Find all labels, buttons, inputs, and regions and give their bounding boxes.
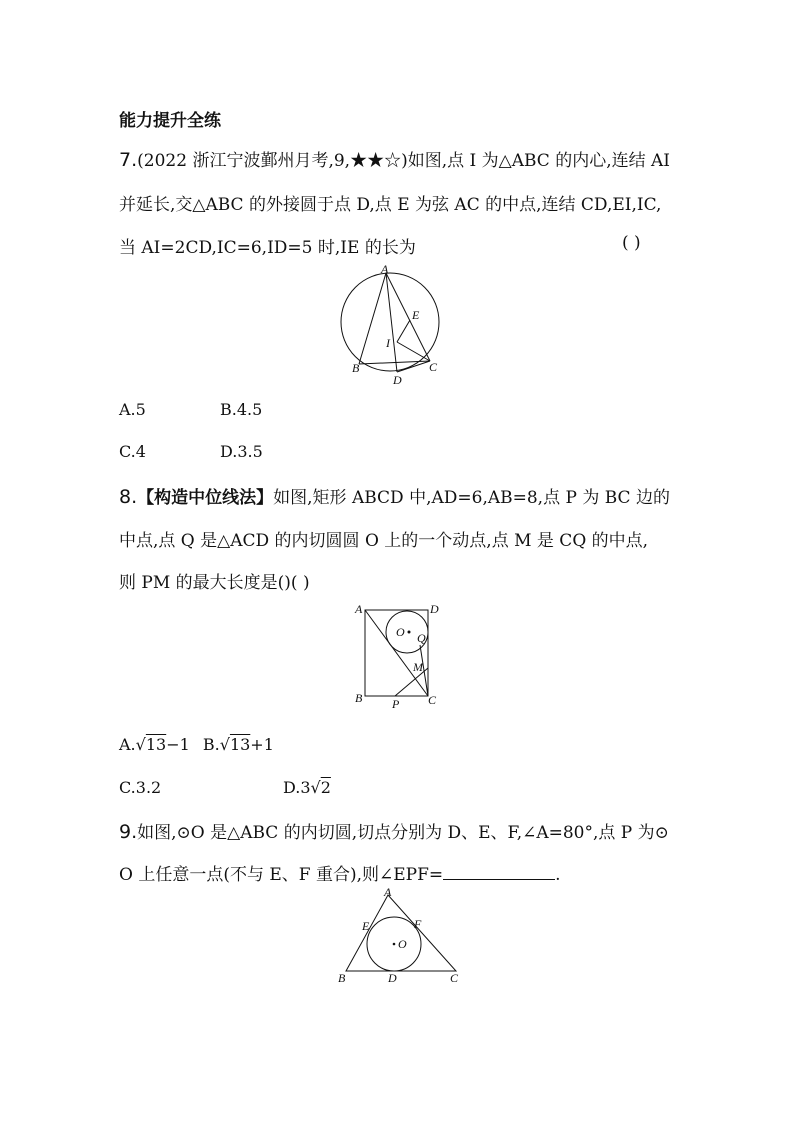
q9-triangle [346,895,456,971]
q7-label-i: I [386,336,390,350]
q8-option-a-radicand: 13 [145,735,167,754]
q7-label-a: A [381,262,389,276]
q9-line1 [119,818,669,843]
q8-line2: 中点,点 Q 是△ACD 的内切圆圆 O 上的一个动点,点 M 是 CQ 的中点, [119,531,649,551]
q8-option-a-prefix: A. [119,735,136,754]
q8-option-b-prefix: B. [202,735,220,754]
q9-line2 [119,860,561,885]
q8-option-b-radicand: 13 [229,735,251,754]
q7-line2: 并延长,交△ABC 的外接圆于点 D,点 E 为弦 AC 的中点,连结 CD,EI,IC, [119,195,662,215]
q8-option-d-radicand: 2 [320,778,331,797]
q8-line1 [119,483,670,508]
q9-label-f: F [414,917,422,931]
q9-text-line2: O 上任意一点(不与 E、F 重合),则∠EPF= [119,865,444,885]
q7-circumcircle [341,273,439,371]
q9-text-line1: 如图,⊙O 是△ABC 的内切圆,切点分别为 D、E、F,∠A=80°,点 P 为⊙ [137,823,669,843]
q9-label-d: D [388,971,397,985]
q7-option-a: A.5 [119,400,146,419]
q7-answer-bracket: ( ) [622,233,641,253]
q9-figure [328,885,468,990]
q9-label-c: C [450,971,459,985]
q7-line3: 当 AI=2CD,IC=6,ID=5 时,IE 的长为 [119,238,416,258]
q9-label-a: A [384,885,392,899]
q8-label-p: P [392,697,400,711]
q9-label-o: O [398,937,407,951]
q9-label-e: E [362,919,370,933]
q8-figure [350,600,445,712]
q9-number: 9. [119,821,138,843]
q7-option-b: B.4.5 [220,400,263,419]
q8-option-d-sqrt-sign: √ [310,778,321,797]
q8-option-b-suffix: +1 [250,735,274,754]
q8-method-tag: 【构造中位线法】 [137,488,274,508]
section-title: 能力提升全练 [119,111,221,131]
q7-label-b: B [352,361,360,375]
q8-option-c: C.3.2 [119,778,162,797]
q8-label-c: C [428,693,437,707]
q8-option-a-suffix: −1 [166,735,190,754]
q8-label-d: D [430,602,439,616]
q8-label-b: B [355,691,363,705]
q7-option-d: D.3.5 [220,442,263,461]
q7-label-e: E [412,308,420,322]
q7-number: 7. [119,149,138,171]
q8-label-o: O [396,625,405,639]
q8-text-line1: 如图,矩形 ABCD 中,AD=6,AB=8,点 P 为 BC 边的 [273,488,670,508]
q8-option-a [119,735,274,754]
q9-label-b: B [338,971,346,985]
q7-option-c: C.4 [119,442,146,461]
q7-label-d: D [393,373,402,387]
q8-number: 8. [119,486,138,508]
q8-option-d-prefix: D.3 [283,778,311,797]
q8-label-a: A [355,602,363,616]
q8-option-d [283,778,331,797]
q7-text-line1: (2022 浙江宁波鄞州月考,9,★★☆)如图,点 I 为△ABC 的内心,连结 AI [137,151,670,171]
q8-label-q: Q [417,631,426,645]
q8-option-b-sqrt-sign: √ [219,735,230,754]
q8-line3: 则 PM 的最大长度是()( ) [119,573,310,593]
q8-label-m: M [413,660,423,674]
q7-label-c: C [429,360,438,374]
q9-answer-blank[interactable] [443,865,555,880]
q8-option-a-sqrt-sign: √ [135,735,146,754]
q7-line1 [119,146,670,171]
q9-text-line2-end: . [555,865,561,885]
q7-figure [340,260,450,390]
